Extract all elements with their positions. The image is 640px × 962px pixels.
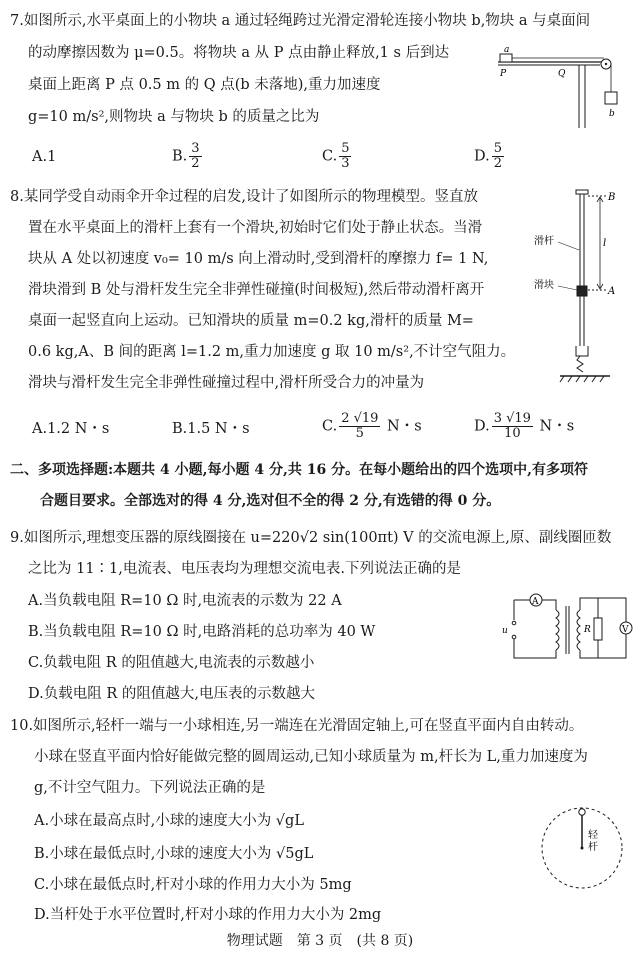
q10-option-c[interactable]: C.小球在最低点时,杆对小球的作用力大小为 5mg [34, 877, 352, 893]
q9-source-label: u [502, 626, 508, 636]
q8-line-1: 8.某同学受自动雨伞开伞过程的启发,设计了如图所示的物理模型。竖直放 [10, 189, 478, 205]
q8-option-d[interactable]: D. $\frac{3 √19}{10}$ N・s [474, 411, 575, 441]
q9-transformer-figure [500, 590, 635, 670]
q8-line-4: 滑块滑到 B 处与滑杆发生完全非弹性碰撞(时间极短),然后带动滑杆离开 [28, 282, 485, 298]
section2-heading-line-2: 合题目要求。全部选对的得 4 分,选对但不全的得 2 分,有选错的得 0 分。 [40, 493, 501, 509]
q10-option-a[interactable]: A.小球在最高点时,小球的速度大小为 √gL [34, 813, 304, 829]
q10-line-3: g,不计空气阻力。下列说法正确的是 [34, 780, 266, 796]
q8-line-7: 滑块与滑杆发生完全非弹性碰撞过程中,滑杆所受合力的冲量为 [28, 375, 425, 391]
q9-option-d[interactable]: D.负载电阻 R 的阻值越大,电压表的示数越大 [28, 686, 315, 702]
q7-line-2: 的动摩擦因数为 μ=0.5。将物块 a 从 P 点由静止释放,1 s 后到达 [28, 45, 450, 61]
q7-option-c[interactable]: C. $\frac{5}{3}$ [322, 141, 350, 171]
q9-voltmeter-label: V [622, 625, 629, 635]
q8-rod-figure [530, 186, 630, 386]
q8-label-b: B [608, 192, 616, 203]
q10-option-d[interactable]: D.当杆处于水平位置时,杆对小球的作用力大小为 2mg [34, 907, 382, 923]
q10-line-1: 10.如图所示,轻杆一端与一小球相连,另一端连在光滑固定轴上,可在竖直平面内自由转动。 [10, 718, 584, 734]
q10-rod-label-2: 杆 [588, 842, 598, 853]
q9-option-a[interactable]: A.当负载电阻 R=10 Ω 时,电流表的示数为 22 A [28, 593, 342, 609]
q8-line-5: 桌面一起竖直向上运动。已知滑块的质量 m=0.2 kg,滑杆的质量 M= [28, 313, 474, 329]
q7-option-d[interactable]: D. $\frac{5}{2}$ [474, 141, 502, 171]
q7-option-b[interactable]: B. $\frac{3}{2}$ [172, 141, 200, 171]
q8-label-slider: 滑块 [534, 280, 554, 291]
q7-label-p: P [500, 69, 507, 79]
q8-label-a: A [608, 286, 616, 297]
section2-heading-line-1: 二、多项选择题:本题共 4 小题,每小题 4 分,共 16 分。在每小题给出的四个选项中,有多项符 [10, 462, 588, 478]
q10-circle-figure [540, 800, 630, 895]
q9-ammeter-label: A [532, 597, 539, 607]
q7-line-1: 7.如图所示,水平桌面上的小物块 a 通过轻绳跨过光滑定滑轮连接小物块 b,物块 a 与桌面间 [10, 13, 591, 29]
q9-option-b[interactable]: B.当负载电阻 R=10 Ω 时,电路消耗的总功率为 40 W [28, 624, 376, 640]
q7-option-a[interactable]: A.1 [32, 149, 57, 165]
q9-resistor-label: R [584, 625, 591, 635]
q7-label-q: Q [558, 69, 566, 79]
q8-line-6: 0.6 kg,A、B 间的距离 l=1.2 m,重力加速度 g 取 10 m/s²,不计空气阻力。 [28, 344, 516, 360]
q8-line-2: 置在水平桌面上的滑杆上套有一个滑块,初始时它们处于静止状态。当滑 [28, 220, 483, 236]
q9-line-1: 9.如图所示,理想变压器的原线圈接在 u=220√2 sin(100πt) V 的交流电源上,原、副线圈匝数 [10, 530, 612, 546]
q8-line-3: 块从 A 处以初速度 v₀= 10 m/s 向上滑动时,受到滑杆的摩擦力 f= 1 N, [28, 251, 489, 267]
q8-option-c[interactable]: C. $\frac{2 √19}{5}$ N・s [322, 411, 422, 441]
q7-line-4: g=10 m/s²,则物块 a 与物块 b 的质量之比为 [28, 109, 320, 125]
q8-option-b[interactable]: B.1.5 N・s [172, 421, 250, 437]
q7-pulley-figure [488, 40, 628, 130]
q8-option-a[interactable]: A.1.2 N・s [32, 421, 110, 437]
q10-rod-label-1: 轻 [588, 830, 598, 841]
page-footer: 物理试题 第 3 页 (共 8 页) [226, 933, 414, 949]
q8-label-l: l [603, 238, 607, 249]
q8-label-slider-rod: 滑杆 [534, 236, 554, 247]
q7-label-a: a [504, 45, 510, 55]
q7-line-3: 桌面上距离 P 点 0.5 m 的 Q 点(b 未落地),重力加速度 [28, 77, 381, 93]
q9-option-c[interactable]: C.负载电阻 R 的阻值越大,电流表的示数越小 [28, 655, 315, 671]
q10-option-b[interactable]: B.小球在最低点时,小球的速度大小为 √5gL [34, 846, 314, 862]
q7-label-b: b [609, 109, 615, 119]
q10-line-2: 小球在竖直平面内恰好能做完整的圆周运动,已知小球质量为 m,杆长为 L,重力加速度为 [34, 749, 588, 765]
q9-line-2: 之比为 11∶1,电流表、电压表均为理想交流电表.下列说法正确的是 [28, 561, 462, 577]
